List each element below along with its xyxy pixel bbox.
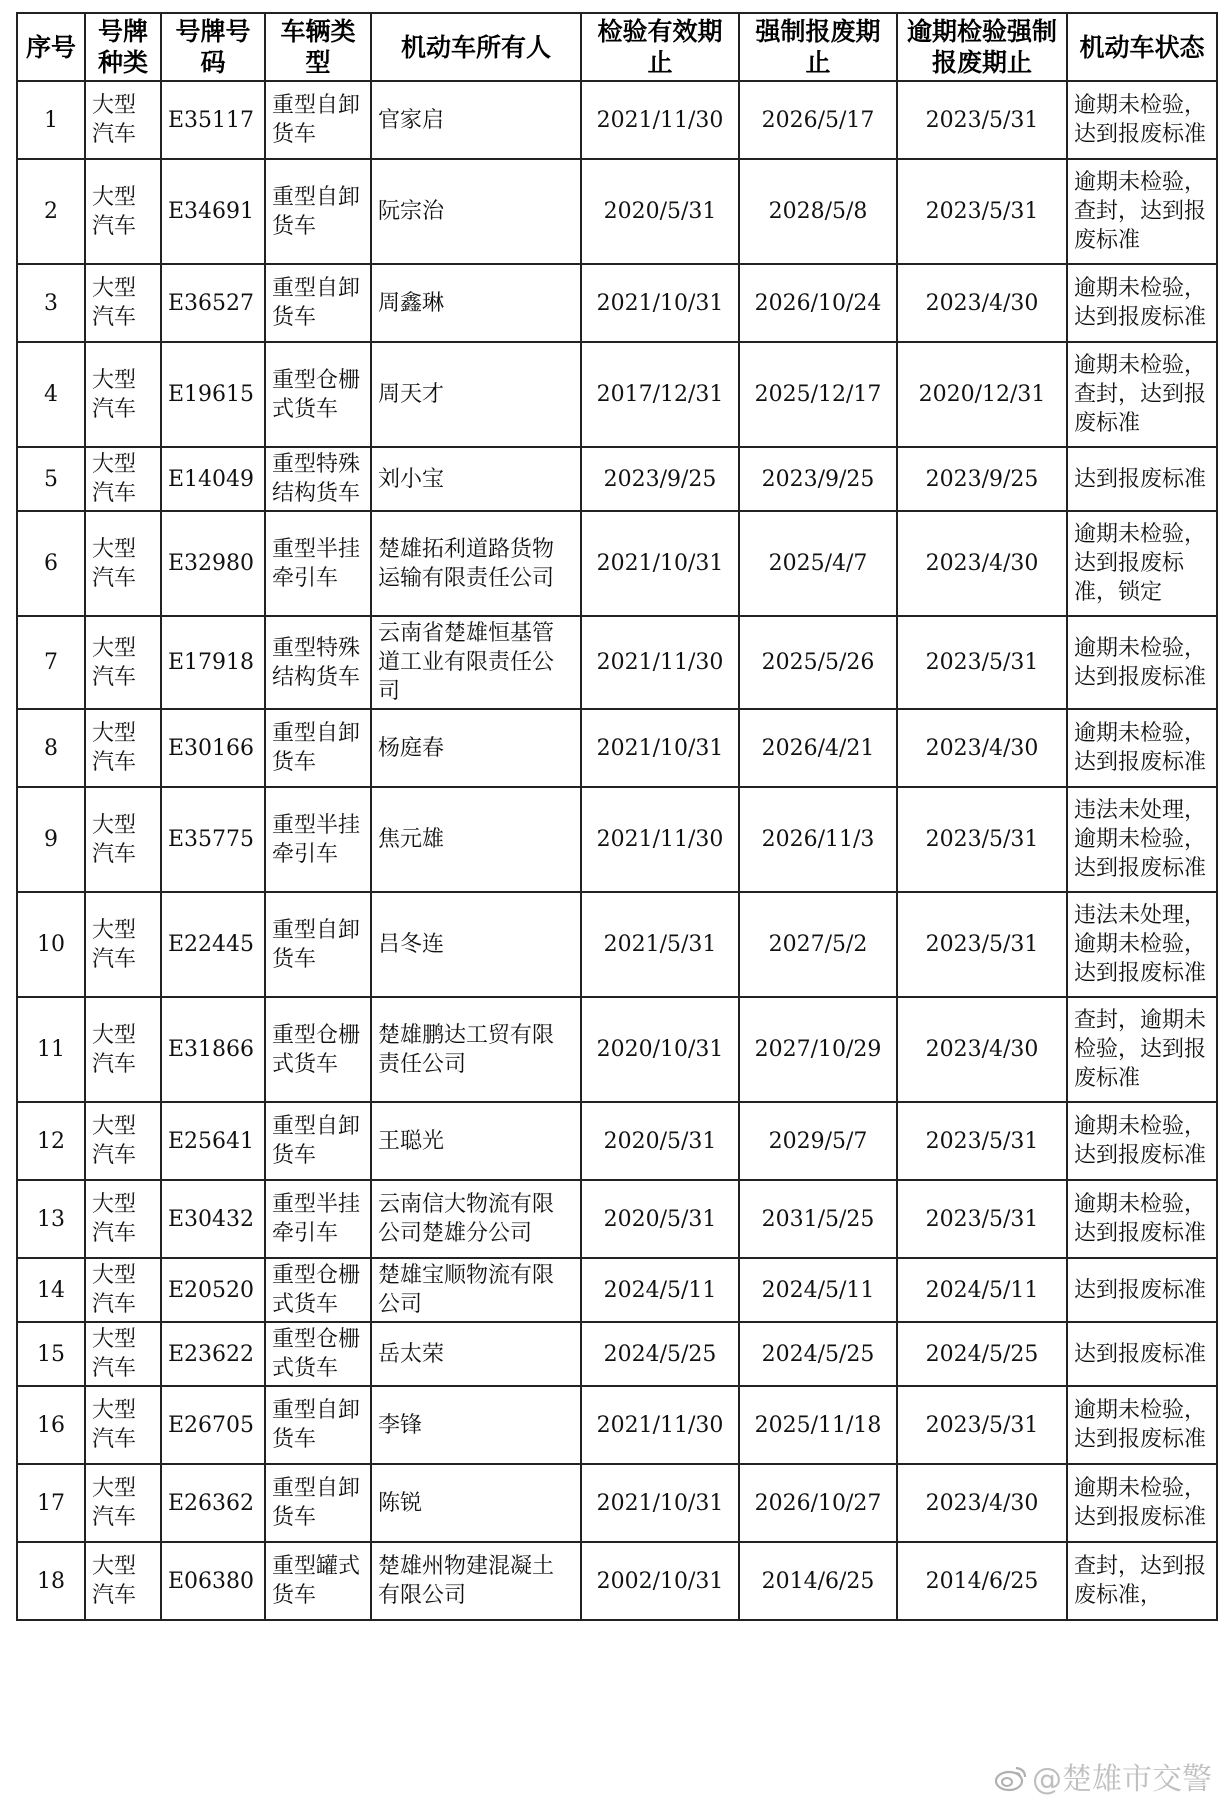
cell-overdue-scrap: 2023/9/25 (897, 447, 1067, 511)
cell-vehicle-type: 重型自卸货车 (265, 264, 371, 342)
cell-owner: 楚雄拓利道路货物运输有限责任公司 (371, 511, 581, 616)
cell-plate-no: E34691 (161, 159, 265, 264)
cell-owner: 云南信大物流有限公司楚雄分公司 (371, 1180, 581, 1258)
cell-inspection-valid: 2021/11/30 (581, 1386, 739, 1464)
cell-scrap-deadline: 2024/5/25 (739, 1322, 897, 1386)
cell-owner: 杨庭春 (371, 709, 581, 787)
cell-plate-no: E30166 (161, 709, 265, 787)
cell-owner: 楚雄州物建混凝土有限公司 (371, 1542, 581, 1620)
cell-inspection-valid: 2021/5/31 (581, 892, 739, 997)
cell-owner: 周天才 (371, 342, 581, 447)
cell-no: 7 (17, 616, 85, 709)
cell-scrap-deadline: 2029/5/7 (739, 1102, 897, 1180)
cell-plate-type: 大型汽车 (85, 892, 161, 997)
cell-overdue-scrap: 2020/12/31 (897, 342, 1067, 447)
cell-no: 9 (17, 787, 85, 892)
table-row (17, 1180, 1217, 1258)
cell-owner: 王聪光 (371, 1102, 581, 1180)
cell-no: 5 (17, 447, 85, 511)
cell-vehicle-type: 重型半挂牵引车 (265, 1180, 371, 1258)
cell-inspection-valid: 2021/10/31 (581, 709, 739, 787)
cell-status: 查封，逾期未检验，达到报废标准 (1067, 997, 1217, 1102)
cell-owner: 云南省楚雄恒基管道工业有限责任公司 (371, 616, 581, 709)
cell-plate-type: 大型汽车 (85, 997, 161, 1102)
cell-inspection-valid: 2021/10/31 (581, 511, 739, 616)
cell-no: 17 (17, 1464, 85, 1542)
cell-no: 18 (17, 1542, 85, 1620)
cell-owner: 官家启 (371, 81, 581, 159)
cell-status: 逾期未检验，达到报废标准 (1067, 709, 1217, 787)
cell-owner: 岳太荣 (371, 1322, 581, 1386)
cell-vehicle-type: 重型仓栅式货车 (265, 342, 371, 447)
cell-vehicle-type: 重型特殊结构货车 (265, 616, 371, 709)
cell-status: 违法未处理，逾期未检验，达到报废标准 (1067, 892, 1217, 997)
table-row (17, 1322, 1217, 1386)
cell-vehicle-type: 重型自卸货车 (265, 1464, 371, 1542)
cell-inspection-valid: 2024/5/11 (581, 1258, 739, 1322)
cell-overdue-scrap: 2023/5/31 (897, 616, 1067, 709)
cell-plate-no: E26705 (161, 1386, 265, 1464)
cell-no: 16 (17, 1386, 85, 1464)
cell-overdue-scrap: 2023/4/30 (897, 511, 1067, 616)
cell-no: 8 (17, 709, 85, 787)
cell-owner: 陈锐 (371, 1464, 581, 1542)
cell-status: 逾期未检验，查封，达到报废标准 (1067, 159, 1217, 264)
cell-vehicle-type: 重型半挂牵引车 (265, 787, 371, 892)
table-row (17, 1386, 1217, 1464)
cell-plate-no: E26362 (161, 1464, 265, 1542)
table-row (17, 511, 1217, 616)
col-header-status: 机动车状态 (1067, 13, 1217, 81)
cell-no: 12 (17, 1102, 85, 1180)
cell-vehicle-type: 重型自卸货车 (265, 159, 371, 264)
cell-owner: 周鑫琳 (371, 264, 581, 342)
watermark (994, 1754, 1212, 1798)
cell-plate-no: E32980 (161, 511, 265, 616)
cell-plate-type: 大型汽车 (85, 81, 161, 159)
cell-owner: 刘小宝 (371, 447, 581, 511)
cell-owner: 吕冬连 (371, 892, 581, 997)
col-header-no: 序号 (17, 13, 85, 81)
cell-owner: 焦元雄 (371, 787, 581, 892)
cell-status: 逾期未检验，达到报废标准 (1067, 616, 1217, 709)
col-header-plate-type: 号牌种类 (85, 13, 161, 81)
cell-owner: 楚雄鹏达工贸有限责任公司 (371, 997, 581, 1102)
cell-no: 1 (17, 81, 85, 159)
cell-scrap-deadline: 2026/10/27 (739, 1464, 897, 1542)
cell-plate-type: 大型汽车 (85, 616, 161, 709)
cell-status: 逾期未检验，达到报废标准，锁定 (1067, 511, 1217, 616)
cell-plate-type: 大型汽车 (85, 787, 161, 892)
cell-status: 查封，达到报废标准， (1067, 1542, 1217, 1620)
cell-scrap-deadline: 2031/5/25 (739, 1180, 897, 1258)
cell-status: 逾期未检验，查封，达到报废标准 (1067, 342, 1217, 447)
table-row (17, 1102, 1217, 1180)
cell-scrap-deadline: 2027/5/2 (739, 892, 897, 997)
cell-overdue-scrap: 2023/5/31 (897, 81, 1067, 159)
cell-vehicle-type: 重型仓栅式货车 (265, 997, 371, 1102)
cell-status: 逾期未检验，达到报废标准 (1067, 1102, 1217, 1180)
cell-plate-type: 大型汽车 (85, 342, 161, 447)
cell-vehicle-type: 重型罐式货车 (265, 1542, 371, 1620)
cell-scrap-deadline: 2026/10/24 (739, 264, 897, 342)
weibo-logo-icon (994, 1764, 1028, 1792)
cell-plate-type: 大型汽车 (85, 1322, 161, 1386)
table-body (17, 81, 1217, 1620)
cell-overdue-scrap: 2024/5/11 (897, 1258, 1067, 1322)
cell-vehicle-type: 重型自卸货车 (265, 1102, 371, 1180)
table-row (17, 616, 1217, 709)
table-row (17, 342, 1217, 447)
cell-no: 6 (17, 511, 85, 616)
cell-inspection-valid: 2021/11/30 (581, 81, 739, 159)
cell-inspection-valid: 2021/11/30 (581, 616, 739, 709)
col-header-owner: 机动车所有人 (371, 13, 581, 81)
table-header-row (17, 13, 1217, 81)
cell-overdue-scrap: 2023/5/31 (897, 1102, 1067, 1180)
cell-vehicle-type: 重型自卸货车 (265, 892, 371, 997)
cell-inspection-valid: 2023/9/25 (581, 447, 739, 511)
cell-scrap-deadline: 2028/5/8 (739, 159, 897, 264)
cell-plate-no: E20520 (161, 1258, 265, 1322)
cell-overdue-scrap: 2014/6/25 (897, 1542, 1067, 1620)
cell-plate-type: 大型汽车 (85, 709, 161, 787)
table-row (17, 1258, 1217, 1322)
cell-plate-type: 大型汽车 (85, 159, 161, 264)
cell-plate-no: E19615 (161, 342, 265, 447)
cell-no: 15 (17, 1322, 85, 1386)
cell-inspection-valid: 2020/5/31 (581, 1180, 739, 1258)
col-header-scrap-deadline: 强制报废期止 (739, 13, 897, 81)
cell-vehicle-type: 重型自卸货车 (265, 81, 371, 159)
cell-status: 逾期未检验，达到报废标准 (1067, 81, 1217, 159)
cell-plate-type: 大型汽车 (85, 447, 161, 511)
cell-inspection-valid: 2017/12/31 (581, 342, 739, 447)
cell-owner: 阮宗治 (371, 159, 581, 264)
cell-status: 逾期未检验，达到报废标准 (1067, 1464, 1217, 1542)
cell-inspection-valid: 2021/10/31 (581, 1464, 739, 1542)
cell-overdue-scrap: 2023/5/31 (897, 159, 1067, 264)
cell-vehicle-type: 重型半挂牵引车 (265, 511, 371, 616)
cell-overdue-scrap: 2023/4/30 (897, 1464, 1067, 1542)
cell-status: 达到报废标准 (1067, 1258, 1217, 1322)
cell-plate-type: 大型汽车 (85, 1258, 161, 1322)
cell-scrap-deadline: 2025/4/7 (739, 511, 897, 616)
cell-plate-no: E35117 (161, 81, 265, 159)
cell-overdue-scrap: 2023/4/30 (897, 997, 1067, 1102)
cell-inspection-valid: 2021/11/30 (581, 787, 739, 892)
cell-overdue-scrap: 2023/5/31 (897, 1180, 1067, 1258)
cell-no: 4 (17, 342, 85, 447)
cell-inspection-valid: 2021/10/31 (581, 264, 739, 342)
cell-no: 10 (17, 892, 85, 997)
cell-scrap-deadline: 2014/6/25 (739, 1542, 897, 1620)
cell-plate-no: E06380 (161, 1542, 265, 1620)
col-header-inspection-valid: 检验有效期止 (581, 13, 739, 81)
table-row (17, 787, 1217, 892)
vehicle-scrap-table (16, 12, 1218, 1621)
cell-plate-no: E22445 (161, 892, 265, 997)
cell-scrap-deadline: 2025/11/18 (739, 1386, 897, 1464)
table-row (17, 447, 1217, 511)
cell-plate-no: E31866 (161, 997, 265, 1102)
cell-plate-type: 大型汽车 (85, 1464, 161, 1542)
cell-plate-no: E17918 (161, 616, 265, 709)
table-row (17, 264, 1217, 342)
table-row (17, 159, 1217, 264)
cell-overdue-scrap: 2023/5/31 (897, 892, 1067, 997)
cell-scrap-deadline: 2026/5/17 (739, 81, 897, 159)
cell-owner: 楚雄宝顺物流有限公司 (371, 1258, 581, 1322)
col-header-vehicle-type: 车辆类型 (265, 13, 371, 81)
cell-no: 11 (17, 997, 85, 1102)
cell-inspection-valid: 2024/5/25 (581, 1322, 739, 1386)
cell-vehicle-type: 重型自卸货车 (265, 1386, 371, 1464)
cell-plate-no: E35775 (161, 787, 265, 892)
cell-plate-type: 大型汽车 (85, 264, 161, 342)
cell-plate-type: 大型汽车 (85, 1386, 161, 1464)
cell-owner: 李锋 (371, 1386, 581, 1464)
cell-plate-type: 大型汽车 (85, 1542, 161, 1620)
table-row (17, 997, 1217, 1102)
watermark-text: @楚雄市交警 (1032, 1762, 1212, 1797)
cell-overdue-scrap: 2024/5/25 (897, 1322, 1067, 1386)
cell-inspection-valid: 2020/5/31 (581, 159, 739, 264)
cell-scrap-deadline: 2024/5/11 (739, 1258, 897, 1322)
cell-overdue-scrap: 2023/5/31 (897, 1386, 1067, 1464)
cell-plate-no: E30432 (161, 1180, 265, 1258)
cell-scrap-deadline: 2023/9/25 (739, 447, 897, 511)
cell-status: 达到报废标准 (1067, 1322, 1217, 1386)
table-row (17, 81, 1217, 159)
cell-overdue-scrap: 2023/4/30 (897, 709, 1067, 787)
cell-overdue-scrap: 2023/5/31 (897, 787, 1067, 892)
cell-overdue-scrap: 2023/4/30 (897, 264, 1067, 342)
table-row (17, 709, 1217, 787)
cell-vehicle-type: 重型自卸货车 (265, 709, 371, 787)
cell-plate-type: 大型汽车 (85, 511, 161, 616)
cell-vehicle-type: 重型仓栅式货车 (265, 1258, 371, 1322)
col-header-plate-no: 号牌号码 (161, 13, 265, 81)
cell-plate-no: E14049 (161, 447, 265, 511)
cell-status: 违法未处理，逾期未检验，达到报废标准 (1067, 787, 1217, 892)
cell-status: 达到报废标准 (1067, 447, 1217, 511)
table-row (17, 892, 1217, 997)
cell-plate-no: E36527 (161, 264, 265, 342)
cell-vehicle-type: 重型仓栅式货车 (265, 1322, 371, 1386)
cell-status: 逾期未检验，达到报废标准 (1067, 1386, 1217, 1464)
table-row (17, 1464, 1217, 1542)
cell-plate-no: E25641 (161, 1102, 265, 1180)
cell-vehicle-type: 重型特殊结构货车 (265, 447, 371, 511)
cell-scrap-deadline: 2025/5/26 (739, 616, 897, 709)
table-row (17, 1542, 1217, 1620)
cell-scrap-deadline: 2027/10/29 (739, 997, 897, 1102)
cell-no: 2 (17, 159, 85, 264)
cell-inspection-valid: 2020/5/31 (581, 1102, 739, 1180)
cell-status: 逾期未检验，达到报废标准 (1067, 264, 1217, 342)
col-header-overdue-scrap: 逾期检验强制报废期止 (897, 13, 1067, 81)
cell-plate-no: E23622 (161, 1322, 265, 1386)
cell-no: 3 (17, 264, 85, 342)
cell-inspection-valid: 2002/10/31 (581, 1542, 739, 1620)
cell-inspection-valid: 2020/10/31 (581, 997, 739, 1102)
cell-scrap-deadline: 2025/12/17 (739, 342, 897, 447)
cell-no: 14 (17, 1258, 85, 1322)
cell-scrap-deadline: 2026/11/3 (739, 787, 897, 892)
cell-plate-type: 大型汽车 (85, 1102, 161, 1180)
cell-plate-type: 大型汽车 (85, 1180, 161, 1258)
cell-status: 逾期未检验，达到报废标准 (1067, 1180, 1217, 1258)
cell-scrap-deadline: 2026/4/21 (739, 709, 897, 787)
cell-no: 13 (17, 1180, 85, 1258)
